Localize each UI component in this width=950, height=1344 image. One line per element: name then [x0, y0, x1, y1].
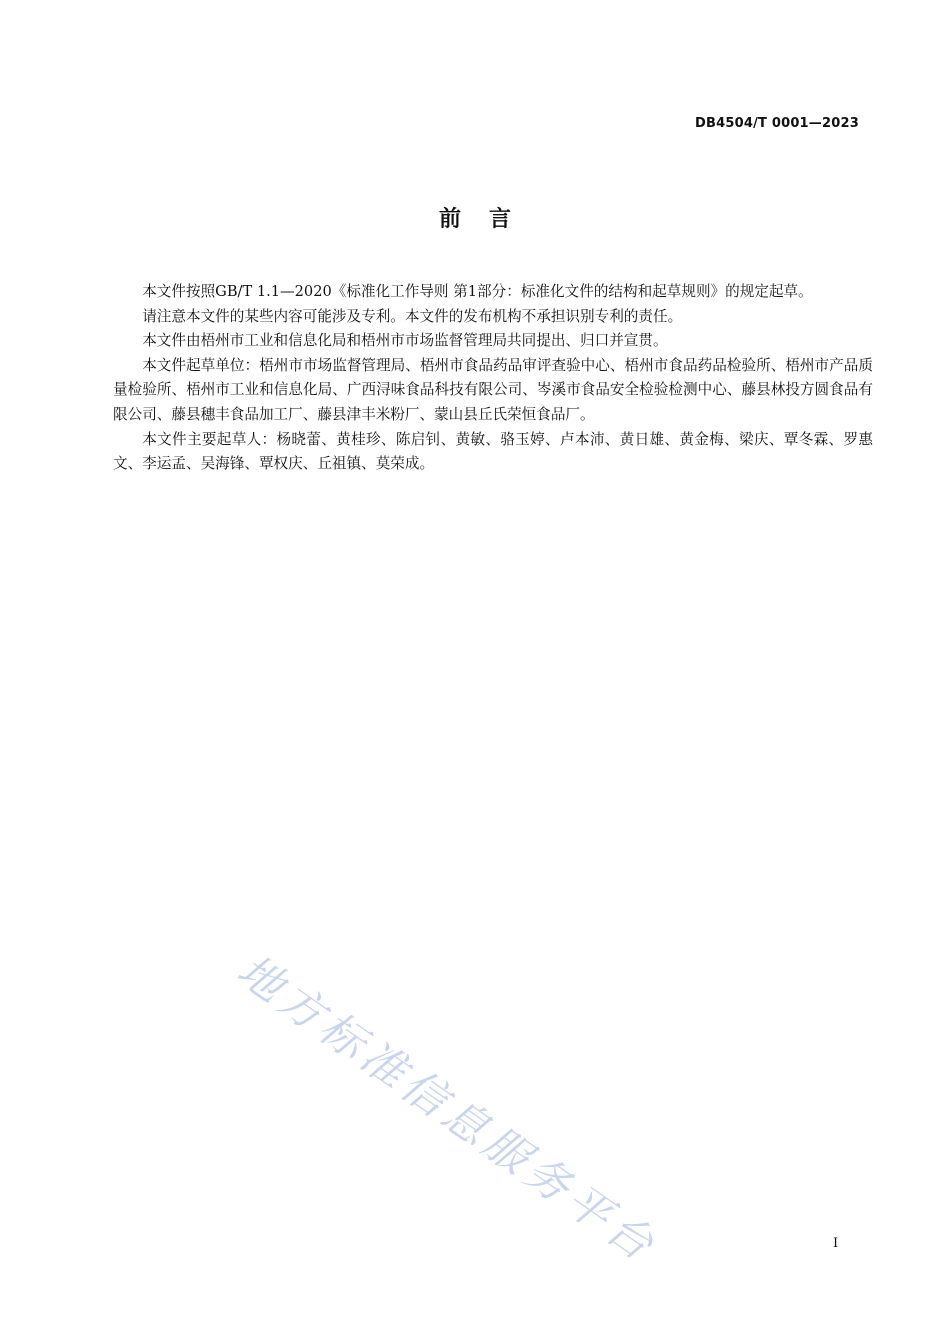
- document-code: DB4504/T 0001—2023: [695, 116, 859, 131]
- paragraph-drafters: 本文件主要起草人：杨晓蕾、黄桂珍、陈启钊、黄敏、骆玉婷、卢本沛、黄日雄、黄金梅、梁庆、覃冬霖、罗惠文、李运孟、吴海锋、覃权庆、丘祖镇、莫荣成。: [113, 430, 873, 473]
- paragraph-drafting-rules: 本文件按照GB/T 1.1—2020《标准化工作导则 第1部分：标准化文件的结构和起草规则》的规定起草。: [142, 283, 813, 300]
- page-title: 前言: [438, 207, 539, 232]
- paragraph-patent-notice: 请注意本文件的某些内容可能涉及专利。本文件的发布机构不承担识别专利的责任。: [142, 307, 683, 325]
- paragraph-drafting-units: 本文件起草单位：梧州市市场监督管理局、梧州市食品药品审评查验中心、梧州市食品药品检验所、梧州市产品质量检验所、梧州市工业和信息化局、广西浔味食品科技有限公司、岑溪市食品安全检验检测中心、藤县林投方圆食品有限公司、藤县穗丰食品加工厂、藤县津丰米粉厂、蒙山县丘氏荣恒食品厂。: [113, 356, 873, 423]
- foreword-body: [113, 280, 873, 477]
- page-number: I: [833, 1236, 839, 1251]
- paragraph-proposer: 本文件由梧州市工业和信息化局和梧州市市场监督管理局共同提出、归口并宣贯。: [142, 332, 668, 350]
- watermark: 地方标准信息服务平台: [227, 944, 667, 1274]
